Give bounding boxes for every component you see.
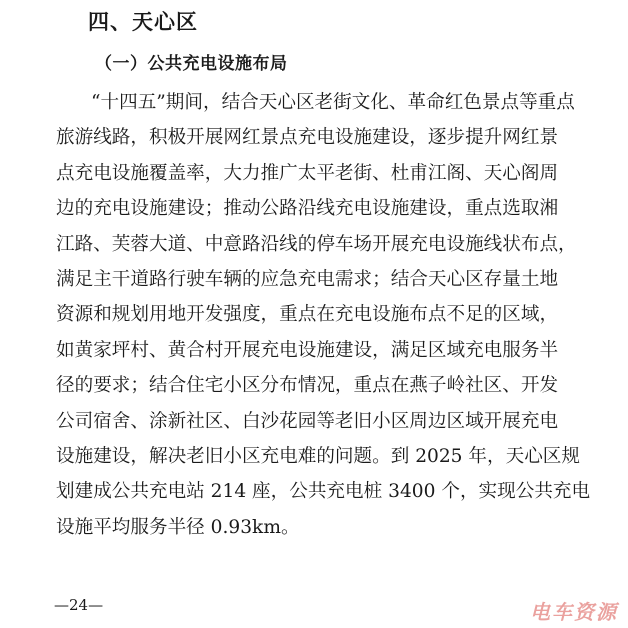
paragraph-line: 点充电设施覆盖率，大力推广太平老街、杜甫江阁、天心阁周 xyxy=(56,162,559,184)
paragraph-line: 设施平均服务半径 0.93km。 xyxy=(56,516,300,538)
paragraph-line: 旅游线路，积极开展网红景点充电设施建设，逐步提升网红景 xyxy=(56,127,559,149)
paragraph-line: 满足主干道路行驶车辆的应急充电需求；结合天心区存量土地 xyxy=(56,268,559,290)
paragraph-line: 划建成公共充电站 214 座，公共充电桩 3400 个，实现公共充电 xyxy=(56,481,591,503)
paragraph-line: “十四五”期间，结合天心区老街文化、革命红色景点等重点 xyxy=(91,92,575,113)
watermark-logo xyxy=(500,598,620,624)
paragraph-line: 边的充电设施建设；推动公路沿线充电设施建设，重点选取湘 xyxy=(56,198,559,220)
paragraph-line: 如黄家坪村、黄合村开展充电设施建设，满足区域充电服务半 xyxy=(56,339,559,361)
paragraph-line: 设施建设，解决老旧小区充电难的问题。到 2025 年，天心区规 xyxy=(56,445,580,467)
paragraph-line: 江路、芙蓉大道、中意路沿线的停车场开展充电设施线状布点， xyxy=(56,233,577,255)
paragraph-line: 公司宿舍、涂新社区、白沙花园等老旧小区周边区域开展充电 xyxy=(56,410,559,432)
body-paragraph xyxy=(56,85,612,545)
watermark-icon xyxy=(500,598,620,624)
page-number: —24— xyxy=(54,596,104,614)
subsection-title: （一）公共充电设施布局 xyxy=(95,54,288,74)
paragraph-line: 径的要求；结合住宅小区分布情况，重点在燕子岭社区、开发 xyxy=(56,375,559,397)
section-title: 四、天心区 xyxy=(88,10,198,34)
svg-text:电车资源: 电车资源 xyxy=(530,600,618,624)
paragraph-line: 资源和规划用地开发强度，重点在充电设施布点不足的区域， xyxy=(56,304,559,326)
